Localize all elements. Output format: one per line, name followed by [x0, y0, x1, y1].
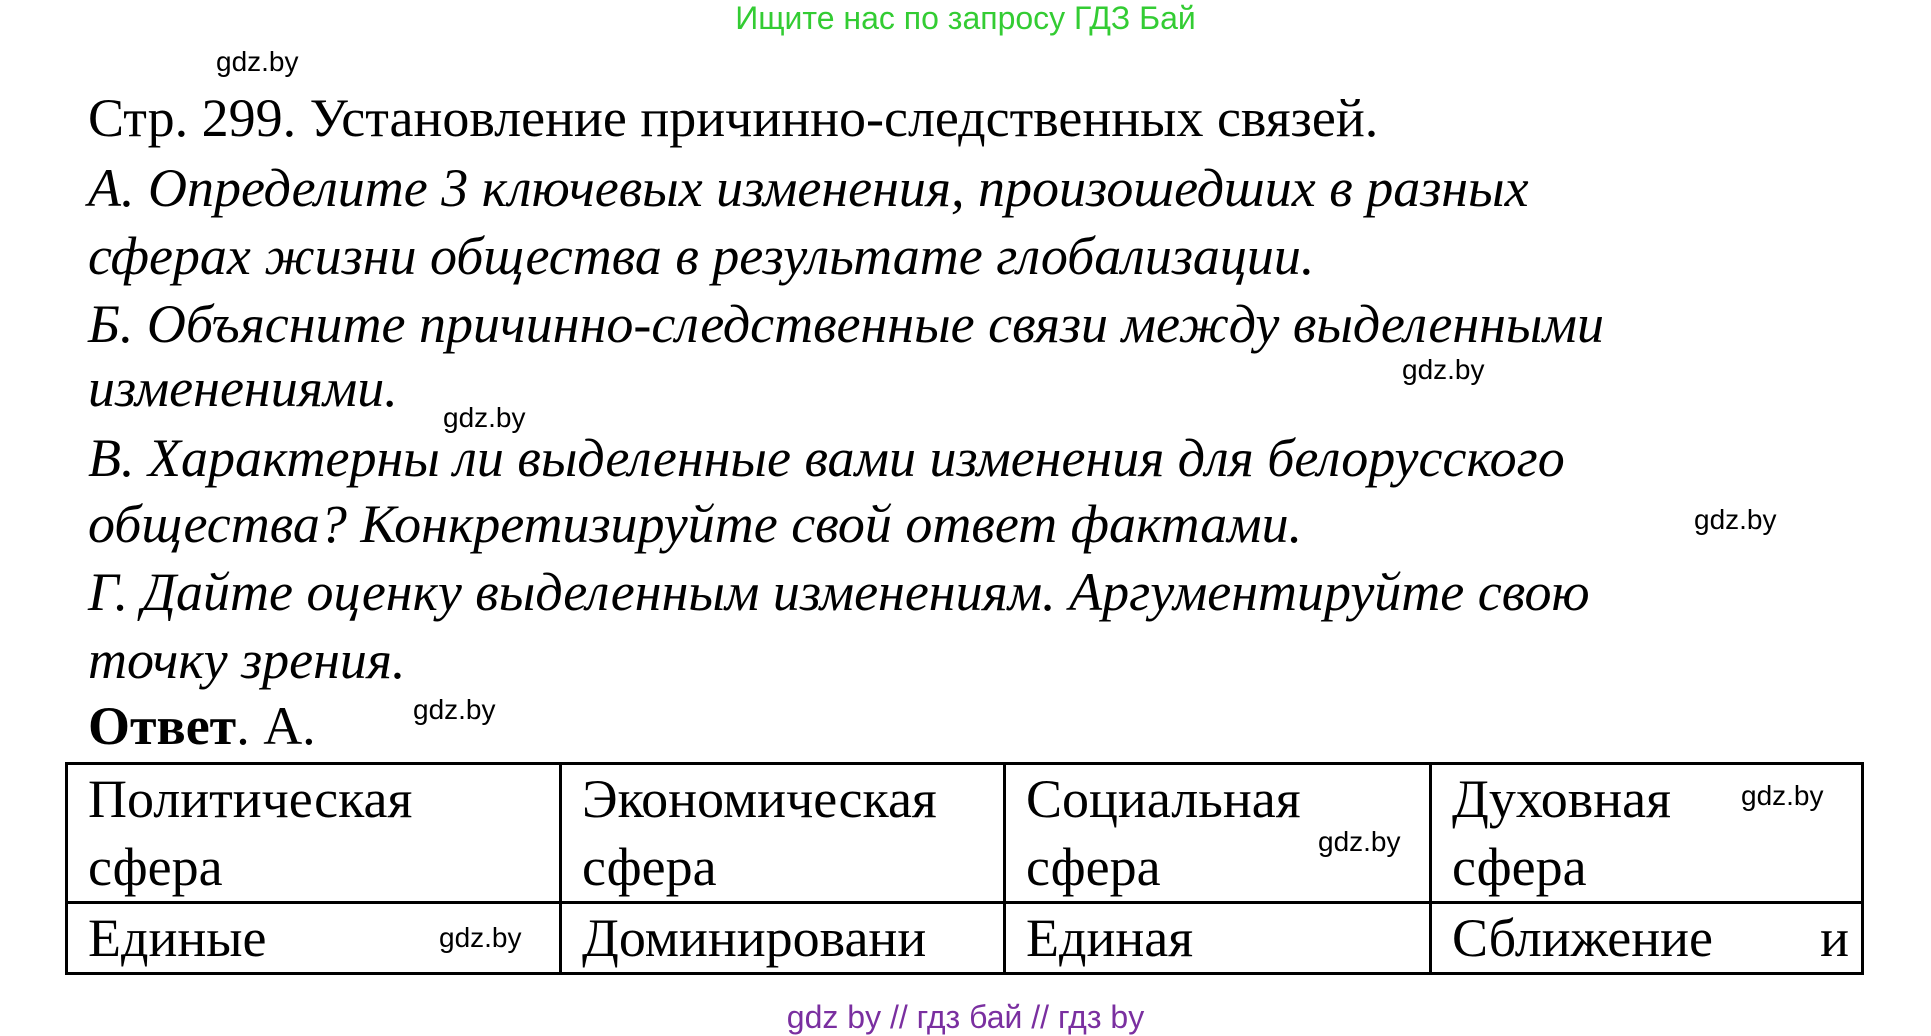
task-line: А. Определите 3 ключевых изменения, произошедших в разных	[88, 158, 1529, 218]
search-banner: Ищите нас по запросу ГДЗ Бай	[735, 0, 1196, 36]
table-cell	[1431, 903, 1863, 974]
header-economic: Экономическая сфера	[561, 764, 1005, 903]
header-spiritual: Духовная сфера	[1431, 764, 1863, 903]
table-header-row	[67, 764, 1863, 903]
watermark: gdz.by	[413, 694, 496, 725]
header-social: Социальная сфера	[1005, 764, 1431, 903]
footer-watermark: gdz by // гдз бай // гдз by	[786, 999, 1145, 1035]
table-cell: Единые	[67, 903, 561, 974]
task-line: точку зрения.	[88, 630, 406, 690]
task-line: В. Характерны ли выделенные вами изменения для белорусского	[88, 428, 1565, 488]
spheres-table	[65, 762, 1864, 975]
cell-text: Сближение	[1452, 908, 1713, 968]
table-cell: Доминировани	[561, 903, 1005, 974]
header-political: Политическая сфера	[67, 764, 561, 903]
page-title: Стр. 299. Установление причинно-следственных связей.	[88, 88, 1379, 148]
answer-part: . А.	[236, 696, 316, 756]
task-line: общества? Конкретизируйте свой ответ фактами.	[88, 494, 1303, 554]
watermark: gdz.by	[1318, 826, 1401, 857]
answer-heading	[88, 694, 316, 758]
table-row	[67, 903, 1863, 974]
watermark: gdz.by	[1694, 504, 1777, 535]
watermark: gdz.by	[443, 402, 526, 433]
task-line: изменениями.	[88, 358, 398, 418]
task-line: Б. Объясните причинно-следственные связи между выделенными	[88, 294, 1604, 354]
watermark: gdz.by	[1741, 780, 1824, 811]
task-line: Г. Дайте оценку выделенным изменениям. Аргументируйте свою	[88, 562, 1590, 622]
watermark: gdz.by	[216, 46, 299, 77]
answer-label: Ответ	[88, 696, 237, 756]
task-line: сферах жизни общества в результате глобализации.	[88, 226, 1315, 286]
table-cell: Единая	[1005, 903, 1431, 974]
watermark: gdz.by	[1402, 354, 1485, 385]
watermark: gdz.by	[439, 922, 522, 953]
cell-text-tail: и	[1820, 908, 1849, 968]
